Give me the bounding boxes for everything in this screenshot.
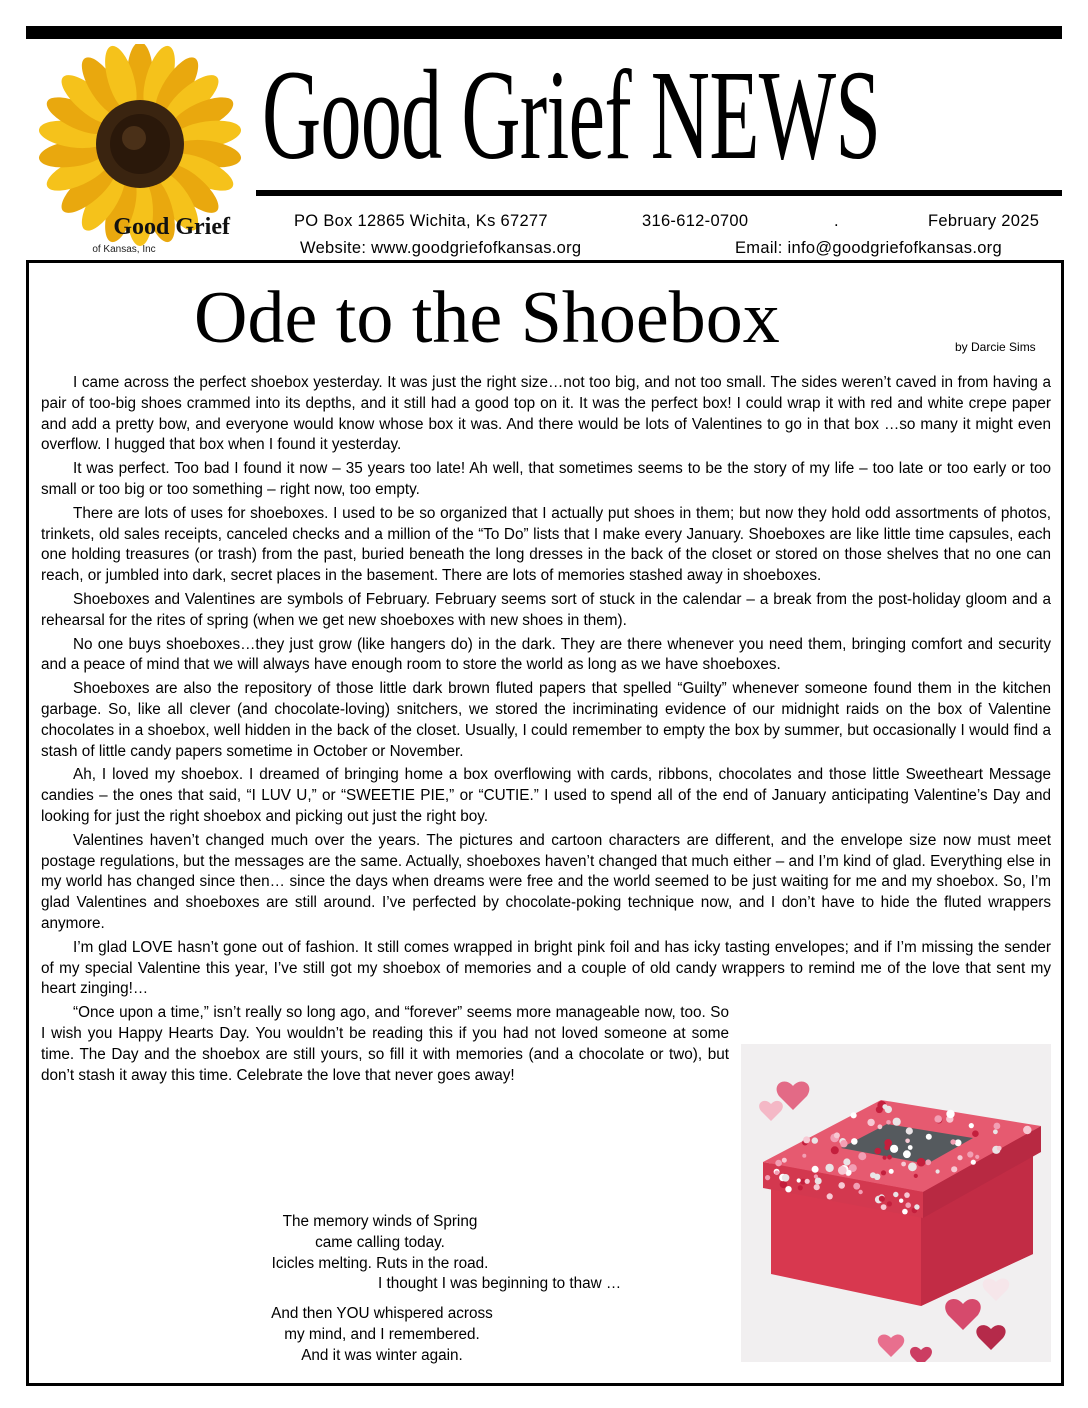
- article-paragraph: Ah, I loved my shoebox. I dreamed of bringing home a box overflowing with cards, ribbons, chocolates and those little Sweetheart Message candies – the ones that said, “I LUV U,” or “SWEETIE PIE,” or “CUTIE.” I used to spend all of the end of January anticipating Valentine’s Day and looking for just the right shoebox and picking out just the right boy.: [41, 766, 1051, 825]
- article-byline: by Darcie Sims: [955, 340, 1036, 354]
- newsletter-title: Good Grief NEWS: [262, 44, 881, 186]
- poem-line: I thought I was beginning to thaw …: [378, 1275, 622, 1293]
- masthead-rule: [256, 190, 1062, 196]
- poem-line: came calling today.: [315, 1233, 445, 1251]
- logo-name: Good Grief: [113, 214, 230, 240]
- issue-date: February 2025: [928, 212, 1040, 230]
- article-paragraph: I’m glad LOVE hasn’t gone out of fashion. It still comes wrapped in bright pink foil and has icky tasting envelopes; and if I’m missing the sender of my special Valentine this year, I’ve still got my shoebox of memories and a couple of old candy wrappers to remind me of the love that sent my heart zinging!…: [41, 938, 1051, 998]
- masthead: [262, 42, 1062, 190]
- poem-line: The memory winds of Spring: [282, 1213, 478, 1230]
- poem-line: And it was winter again.: [301, 1346, 463, 1364]
- poem-line: Icicles melting. Ruts in the road.: [271, 1254, 489, 1272]
- address: PO Box 12865 Wichita, Ks 67277: [294, 212, 548, 230]
- sunflower-logo: [22, 44, 262, 259]
- article-paragraph: I came across the perfect shoebox yesterday. It was just the right size…not too big, and not too small. The sides weren’t caved in from having a pair of too-big shoes crammed into its depths, and it still had a good top on it. It was the perfect box! I could wrap it with red and white crepe paper and add a pretty bow, and everyone would know whose box it was. And there would be lots of Valentines to go in that box …so many it might even overflow. I hugged that box when I found it yesterday.: [41, 374, 1051, 454]
- article-paragraph: No one buys shoeboxes…they just grow (like hangers do) in the dark. They are there whenever you need them, bringing comfort and security and a peace of mind that we will always have enough room to store the world as long as we have shoeboxes.: [41, 635, 1051, 674]
- article-paragraph: “Once upon a time,” isn’t really so long ago, and “forever” seems more manageable now, too. So I wish you Happy Hearts Day. You wouldn’t be reading this if you had not loved someone at some time. The Day and the shoebox are still yours, so fill it with memories (and a chocolate or two), but don’t stash it away this time. Celebrate the love that never goes away!: [41, 1004, 729, 1084]
- article-paragraph: Valentines haven’t changed much over the years. The pictures and cartoon characters are different, and the envelope size now must meet postage regulations, but the messages are the same. Actually, shoeboxes haven’t changed that much either – and I’m kind of glad. Everything else in my world has changed since then… since the days when dreams were free and the world seemed to be just waiting for me and my shoebox. So, I’m glad Valentines and shoeboxes are still around. I’ve perfected by chocolate-poking technique now, and I don’t have to hide the fluted wrappers anymore.: [41, 831, 1051, 932]
- poem-line: my mind, and I remembered.: [284, 1325, 480, 1343]
- article-paragraph: It was perfect. Too bad I found it now – 35 years too late! Ah well, that sometimes seems to be the story of my life – too late or too early or too small or too big or too something – right now, too empty.: [41, 460, 1051, 498]
- article-paragraph: Shoeboxes are also the repository of those little dark brown fluted papers that spelled “Guilty” whenever someone found them in the kitchen garbage. So, like all clever (and chocolate-loving) snitchers, we stored the incriminating evidence of our midnight raids on the box of Valentine chocolates in a shoebox, well hidden in the back of the closet. Usually, I could remember to empty the box by summer, but occasionally I would find a stash of little candy papers sometime in October or November.: [41, 680, 1051, 760]
- email[interactable]: Email: info@goodgriefofkansas.org: [735, 239, 1002, 257]
- poem-line: And then YOU whispered across: [271, 1305, 493, 1322]
- article-paragraph: Shoeboxes and Valentines are symbols of February. February seems sort of stuck in the calendar – a break from the post-holiday gloom and a rehearsal for the rites of spring (when we get new shoeboxes with new shoes in them).: [41, 590, 1051, 629]
- poem-stanza-2: [232, 1304, 532, 1366]
- article-body: [41, 373, 1051, 1089]
- article-headline: Ode to the Shoebox: [194, 277, 780, 359]
- phone: 316-612-0700: [642, 212, 749, 230]
- separator-dot: .: [834, 212, 839, 230]
- poem-stanza-1: [230, 1212, 622, 1295]
- valentine-shoebox-photo: [741, 1044, 1051, 1362]
- top-rule: [26, 26, 1062, 39]
- website[interactable]: Website: www.goodgriefofkansas.org: [300, 239, 582, 257]
- logo-subtitle: of Kansas, Inc: [92, 244, 156, 255]
- article-paragraph: There are lots of uses for shoeboxes. I used to be so organized that I actually put shoes in them; but now they hold odd assortments of photos, trinkets, old sales receipts, canceled checks and a million of the “To Do” lists that I make every January. Shoeboxes are like little time capsules, each one holding treasures (or trash) from the past, buried beneath the long dresses in the back of the closet or stored on those shelves that no one can reach, or jumbled into dark, secret places in the basement. There are lots of memories stashed away in shoeboxes.: [41, 504, 1051, 585]
